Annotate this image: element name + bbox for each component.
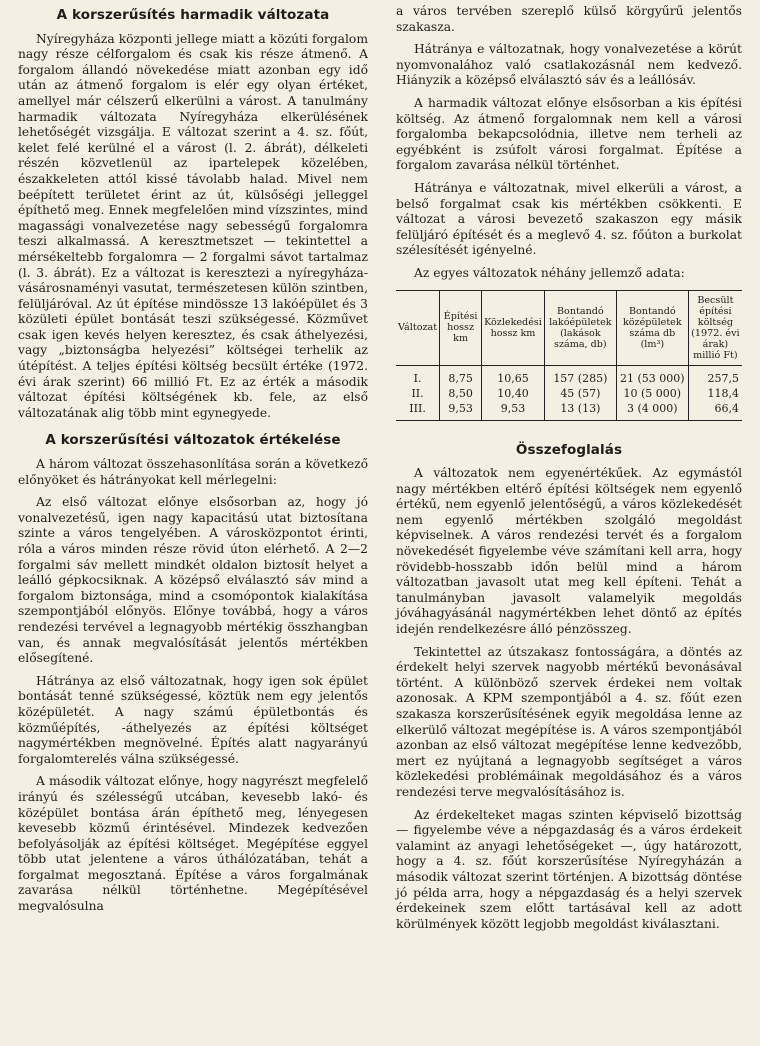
paragraph: Az egyes változatok néhány jellemző adata:: [414, 265, 685, 280]
table-cell: 10,65: [482, 365, 545, 386]
paragraph: A harmadik változat előnye elsősorban a kis építési költség. Az átmenő forgalomnak nem kell a városi forgalomba bekapcsolódnia, illetve nem terheli az egyébként is zsúfolt városi forgalmat. Építése a forgalom zavarása nélkül történhet.: [396, 95, 742, 173]
table-cell: 10,40: [482, 386, 545, 401]
table-row: [396, 386, 742, 401]
table-cell: 8,75: [440, 365, 482, 386]
table-cell: 118,4: [707, 386, 739, 400]
paragraph: Tekintettel az útszakasz fontosságára, a döntés az érdekelt helyi szervek nagyobb mértékű bevonásával történt. A különböző szervek érdekei nem voltak azonosak. A KPM szempontjából a 4. sz. főút ezen szakasza korszerűsítésének egyik megoldása lenne az elkerülő változat megépítése is. A város szempontjából azonban az első változat megépítése lenne kedvezőbb, mert ez nyújtaná a legnagyobb segítséget a város közlekedési problémáinak megoldásához és a város rendezési terve megvalósításához is.: [396, 644, 742, 799]
table-header: Bontandó lakóépületek (lakások száma, db): [544, 291, 616, 366]
paragraph: Az érdekelteket magas szinten képviselő bizottság — figyelembe véve a népgazdaság és a város érdekeit valamint az anyagi lehetőségeket —, úgy határozott, hogy a 4. sz. főút korszerűsítése Nyíregyházán a második változat szerint történjen. A bizottság döntése jó példa arra, hogy a népgazdaság és a helyi szervek érdekeinek szem előtt tartásával kell az adott körülmények között legjobb megoldást kiválasztani.: [396, 807, 742, 931]
table-cell: 3 (4 000): [616, 401, 688, 420]
table-header: Becsült építési költség (1972. évi árak) millió Ft): [688, 291, 742, 366]
paragraph: A változatok nem egyenértékűek. Az egymástól nagy mértékben eltérő építési költségek nem egyenlő értékű, nem egyenlő jelentőségű, a város közlekedését nem egyenlő mértékben szolgáló megoldást képviselnek. A város rendezési tervét és a forgalom növekedését figyelembe véve számítani kell arra, hogy rövidebb-hosszabb időn belül mind a három változatban javasolt utat meg kell építeni. Tehát a tanulmányban javasolt valamelyik megoldás jóváhagyásánál nagymértékben lehet döntő az építés idején rendelkezésre álló pénzösszeg.: [396, 466, 742, 637]
paragraph: Az első változat előnye elsősorban az, hogy jó vonalvezetésű, igen nagy kapacitású utat biztosítana szinte a város tengelyében. A városközpontot érinti, róla a város minden része rövid úton elérhető. A 2—2 forgalmi sáv mellett mindkét oldalon biztosít helyet a leálló gépkocsiknak. A középső elválasztó sáv mind a forgalom biztonsága, mind a csomópontok kialakítása szempontjából előnyös. Előnye továbbá, hogy a város rendezési tervével a legnagyobb mértékig összhangban van, és annak megvalósítását jelentős mértékben elősegítené.: [18, 495, 368, 666]
table-cell: 9,53: [440, 401, 482, 420]
table-row: [396, 365, 742, 386]
table-cell: II.: [396, 386, 440, 401]
table-cell: 257,5: [707, 371, 739, 385]
section-title-summary: Összefoglalás: [515, 441, 623, 458]
table-header: Építési hossz km: [440, 291, 482, 366]
table-cell: 45 (57): [544, 386, 616, 401]
paragraph: A második változat előnye, hogy nagyrészt megfelelő irányú és szélességű utcában, kevesebb lakó- és középület bontása árán építhető meg, lényegesen kevesebb közmű érintésével. Mindezek kedvezően befolyásolják az építési költséget. Megépítése eggyel több utat jelentene a város úthálózatában, tehát a forgalmat megosztaná. Építése a város forgalmának zavarása nélkül történhetne. Megépítésével megvalósulna: [18, 774, 368, 914]
right-column: [396, 4, 742, 939]
table-cell: 8,50: [440, 386, 482, 401]
paragraph: Hátránya az első változatnak, hogy igen sok épület bontását tenné szükségessé, köztük nem egy jelentős középületét. A nagy számú épületbontás és közműépítés, -áthelyezés az építési költséget nagymértékben megnövelné. Építés alatt nagyarányú forgalomterelés válna szükségessé.: [18, 673, 368, 766]
table-header: Közlekedési hossz km: [482, 291, 545, 366]
table-cell: 66,4: [714, 401, 739, 415]
variants-data-table: [396, 290, 742, 421]
table-header: Bontandó középületek száma db (lm³): [616, 291, 688, 366]
table-cell: 10 (5 000): [616, 386, 688, 401]
paragraph: Nyíregyháza központi jellege miatt a közúti forgalom nagy része célforgalom és csak kis része átmenő. A forgalom állandó növekedése miatt azonban egy idő után az átmenő forgalom is elér egy olyan értéket, amellyel már célszerű elkerülni a várost. A tanulmány harmadik változata Nyíregyháza elkerülésének lehetőségét vizsgálja. E változat szerint a 4. sz. főút, kelet felé kerülné el a várost (l. 2. ábrát), délkeleti részén közvetlenül az ipartelepek közelében, északkeleten attól kissé távolabb halad. Mivel nem beépített területet érint az út, külsőségi jelleggel építhető meg. Ennek megfelelően mind vízszintes, mind magassági vonalvezetése nagy sebességű forgalomra teszi alkalmassá. A keresztmetszet — tekintettel a mérsékeltebb forgalomra — 2 forgalmi sávot tartalmaz (l. 3. ábrát). Ez a változat is keresztezi a nyíregyháza-vásárosnaményi vasutat, természetesen külön szintben, felüljáróval. Az út építése mindössze 13 lakóépület és 3 közületi épület bontását teszi szükségessé. Közművet csak igen kevés helyen keresztez, és csak áthelyezési, vagy „biztonságba helyezési” költségei terhelik az útépítést. A teljes építési költség becsült értéke (1972. évi árak szerint) 66 millió Ft. Ez az érték a második változat építési költségének kb. fele, az első változatának alig több mint egynegyede.: [18, 31, 368, 420]
section-title-evaluation: A korszerűsítési változatok értékelése: [45, 432, 341, 449]
paragraph: Hátránya e változatnak, hogy vonalvezetése a körút nyomvonalához való csatlakozásnál nem kedvező. Hiányzik a középső elválasztó sáv és a leállósáv.: [396, 42, 742, 88]
paragraph: Hátránya e változatnak, mivel elkerüli a várost, a belső forgalmat csak kis mértékben csökkenti. E változat a városi bevezető szakaszon egy másik felüljáró építését és a meglevő 4. sz. főúton a burkolat szélesítését igényelné.: [396, 180, 742, 258]
section-title-third-variant: A korszerűsítés harmadik változata: [56, 7, 330, 23]
table-cell: 13 (13): [544, 401, 616, 420]
table-row: [396, 401, 742, 420]
paragraph: A három változat összehasonlítása során a következő előnyöket és hátrányokat kell mérlegelni:: [18, 457, 368, 487]
left-column: [18, 4, 368, 922]
table-cell: III.: [396, 401, 440, 420]
table-cell: I.: [396, 365, 440, 386]
table-cell: 21 (53 000): [616, 365, 688, 386]
table-cell: 9,53: [482, 401, 545, 420]
table-header: Változat: [396, 291, 440, 366]
paragraph: a város tervében szereplő külső körgyűrű jelentős szakasza.: [396, 4, 742, 34]
table-cell: 157 (285): [544, 365, 616, 386]
